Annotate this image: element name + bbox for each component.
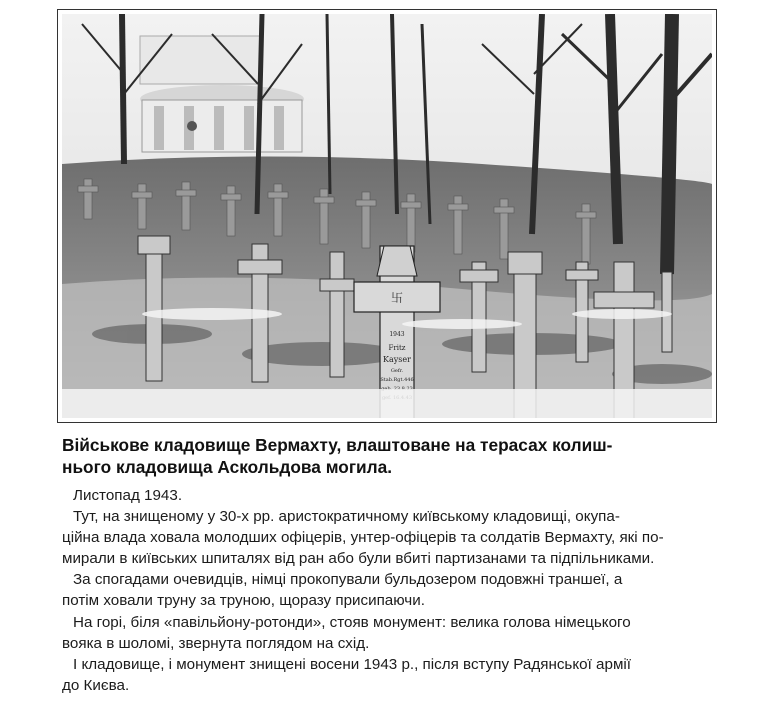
paragraph-1-line-3: мирали в київських шпиталях від ран або були вбиті партизанами та підпільниками. (62, 550, 655, 568)
paragraph-3-line-2: вояка в шоломі, звернута поглядом на схід. (62, 634, 370, 652)
paragraph-1-line-2: ційна влада ховала молодших офіцерів, унтер-офіцерів та солдатів Вермахту, які по- (62, 529, 664, 547)
svg-text:卐: 卐 (390, 291, 404, 305)
paragraph-2-line-1: За спогадами очевидців, німці прокопували бульдозером подовжні траншеї, а (73, 571, 623, 589)
svg-text:Gefr.: Gefr. (390, 368, 404, 374)
cemetery-photo (62, 14, 712, 418)
svg-text:Kayser: Kayser (383, 355, 411, 364)
paragraph-1-line-1: Тут, на знищеному у 30-х рр. аристократичному київському кладовищі, окупа- (73, 508, 620, 526)
svg-text:1943: 1943 (389, 331, 405, 338)
date-line: Листопад 1943. (73, 487, 183, 504)
caption-title-line-2: нього кладовища Аскольдова могила. (62, 457, 393, 477)
paragraph-2-line-2: потім ховали труну за труною, щоразу присипаючи. (62, 592, 425, 610)
description-text (62, 485, 758, 696)
paragraph-4-line-1: І кладовище, і монумент знищені восени 1943 р., після вступу Радянської армії (73, 655, 631, 673)
cemetery-photo-illustration (62, 14, 712, 418)
photo-frame (57, 9, 717, 423)
paragraph-3-line-1: На горі, біля «павільйону-ротонди», стояв монумент: велика голова німецького (73, 613, 631, 631)
caption-title-line-1: Військове кладовище Вермахту, влаштоване на терасах колиш- (62, 435, 613, 455)
paragraph-4-line-2: до Києва. (62, 676, 130, 694)
svg-text:Fritz: Fritz (388, 344, 406, 352)
svg-text:Stab.Rgt.446: Stab.Rgt.446 (380, 377, 414, 383)
photo-caption (62, 434, 758, 478)
